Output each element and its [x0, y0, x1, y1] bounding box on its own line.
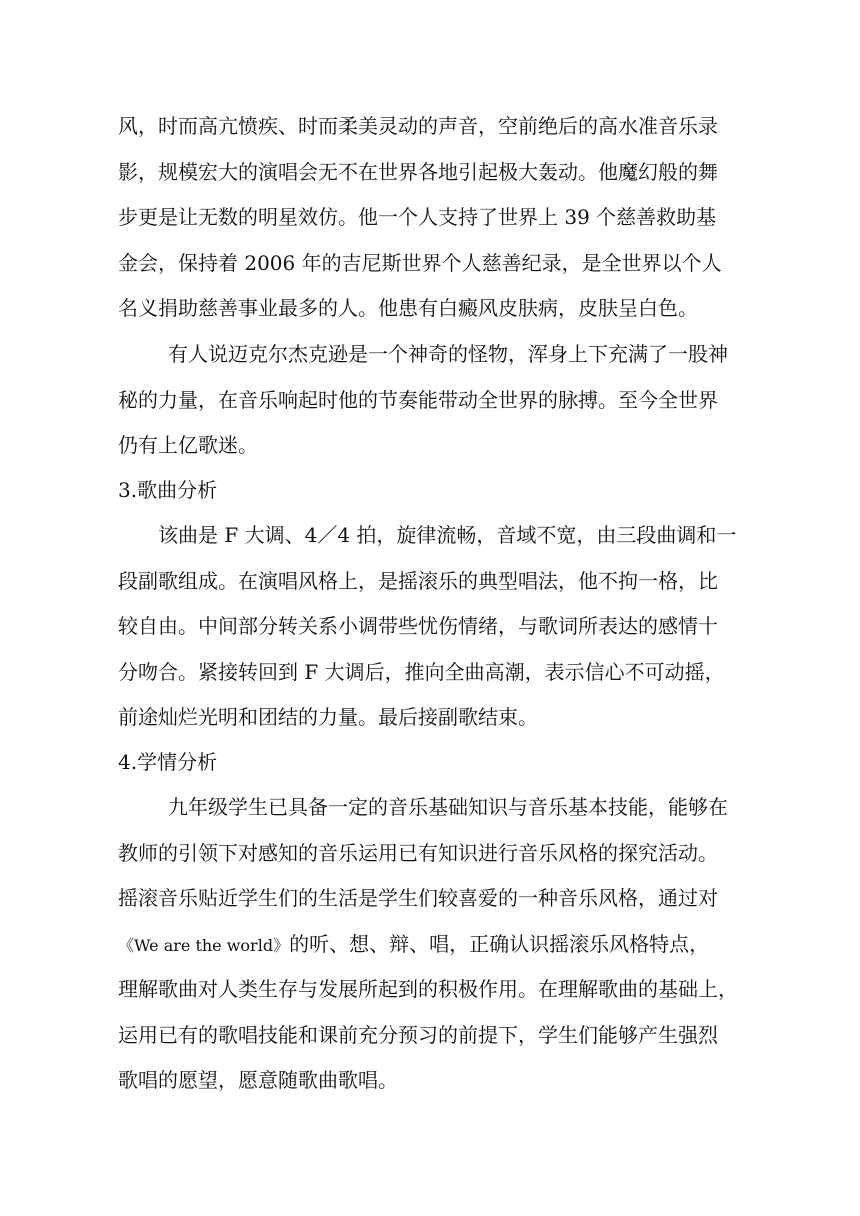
song-analysis-heading-wrap — [118, 468, 758, 514]
section-heading: 4.学情分析 — [118, 750, 218, 774]
student-analysis-paragraph — [118, 785, 758, 1104]
student-analysis-heading-wrap — [118, 740, 758, 786]
intro-paragraph — [118, 104, 758, 332]
text-line: 名义捐助慈善事业最多的人。他患有白癜风皮肤病，皮肤呈白色。 — [118, 296, 698, 320]
text-line: 九年级学生已具备一定的音乐基础知识与音乐基本技能，能够在 — [168, 795, 728, 819]
text-line: 较自由。中间部分转关系小调带些忧伤情绪，与歌词所表达的感情十 — [118, 614, 718, 638]
text-line: 步更是让无数的明星效仿。他一个人支持了世界上 39 个慈善救助基 — [118, 205, 717, 229]
text-line: 教师的引领下对感知的音乐运用已有知识进行音乐风格的探究活动。 — [118, 840, 718, 865]
text-line: 摇滚音乐贴近学生们的生活是学生们较喜爱的一种音乐风格，通过对 — [118, 886, 718, 910]
text-fragment: 的听、想、辩、唱，正确认识摇滚乐风格特点， — [289, 931, 710, 956]
text-line: 影，规模宏大的演唱会无不在世界各地引起极大轰动。他魔幻般的舞 — [118, 159, 718, 184]
text-line: 理解歌曲对人类生存与发展所起到的积极作用。在理解歌曲的基础上， — [118, 977, 738, 1001]
text-line: 仍有上亿歌迷。 — [118, 433, 258, 457]
text-line: 金会，保持着 2006 年的吉尼斯世界个人慈善纪录，是全世界以个人 — [118, 250, 722, 275]
text-line: 歌唱的愿望，愿意随歌曲歌唱。 — [118, 1068, 398, 1092]
text-line: 段副歌组成。在演唱风格上，是摇滚乐的典型唱法，他不拘一格，比 — [118, 568, 718, 593]
text-line: 分吻合。紧接转回到 F 大调后，推向全曲高潮，表示信心不可动摇， — [118, 659, 725, 684]
text-line: 前途灿烂光明和团结的力量。最后接副歌结束。 — [118, 705, 538, 729]
text-line: 该曲是 F 大调、4／4 拍，旋律流畅，音域不宽，由三段曲调和一 — [158, 523, 737, 547]
text-line: 风，时而高亢愤疾、时而柔美灵动的声音，空前绝后的高水准音乐录 — [118, 114, 718, 138]
song-title: 《We are the world》 — [118, 935, 290, 955]
text-line: 有人说迈克尔杰克逊是一个神奇的怪物，浑身上下充满了一股神 — [168, 342, 728, 366]
text-line: 秘的力量，在音乐响起时他的节奏能带动全世界的脉搏。至今全世界 — [118, 387, 718, 412]
section-heading: 3.歌曲分析 — [118, 478, 218, 502]
song-analysis-paragraph — [118, 513, 758, 741]
text-line: 运用已有的歌唱技能和课前充分预习的前提下，学生们能够产生强烈 — [118, 1022, 718, 1047]
song-title-line — [118, 922, 758, 968]
monster-paragraph — [118, 332, 758, 469]
